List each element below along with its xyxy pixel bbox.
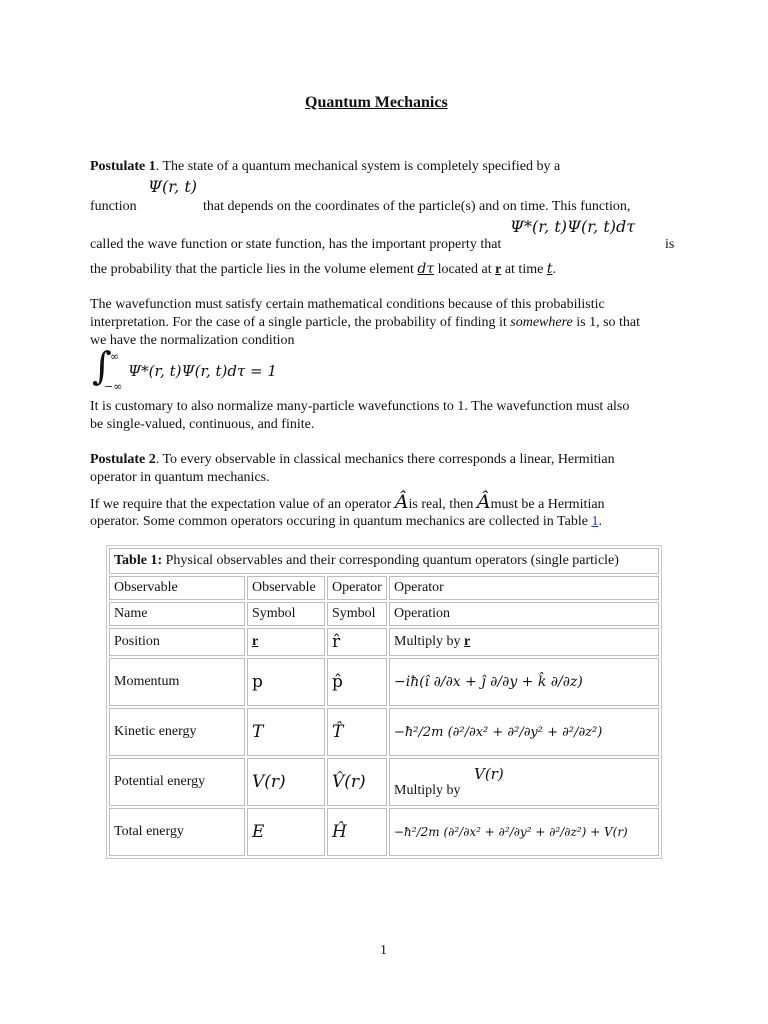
operator-operation: Multiply by r	[389, 628, 659, 656]
header-cell: Symbol	[327, 602, 387, 626]
observable-name: Potential energy	[109, 758, 245, 806]
operators-table	[106, 545, 662, 859]
integral-body: Ψ*(r, t)Ψ(r, t)dτ = 1	[128, 362, 277, 380]
operator-symbol: r̂	[327, 628, 387, 656]
table-1-link[interactable]: 1	[591, 514, 599, 529]
dtau-symbol: dτ	[417, 261, 435, 277]
postulate2-line3: If we require that the expectation value of an operator Âis real, then Âmust be a Hermitian	[90, 491, 605, 513]
psi-rt-formula: Ψ(r, t)	[148, 177, 198, 196]
observable-symbol: V(r)	[247, 758, 325, 806]
integral-upper: ∞	[110, 350, 120, 363]
postulate2-line4: operator. Some common operators occuring in quantum mechanics are collected in Table 1.	[90, 514, 602, 529]
observable-symbol: p	[247, 658, 325, 706]
header-cell: Operator	[327, 576, 387, 600]
postulate2-label: Postulate 2	[90, 452, 156, 467]
probability-formula: Ψ*(r, t)Ψ(r, t)dτ	[510, 217, 636, 236]
header-cell: Observable	[109, 576, 245, 600]
observable-symbol: T	[247, 708, 325, 756]
table-row	[109, 808, 659, 856]
table-row	[109, 758, 659, 806]
postulate1-label: Postulate 1	[90, 159, 156, 174]
operator-symbol: T̂	[327, 708, 387, 756]
operator-symbol: V̂(r)	[327, 758, 387, 806]
table-row	[109, 628, 659, 656]
postulate1-line4: the probability that the particle lies in the volume element dτ located at r at time t.	[90, 261, 556, 277]
observable-name: Position	[109, 628, 245, 656]
header-cell: Operation	[389, 602, 659, 626]
table-row	[109, 708, 659, 756]
operator-operation: V(r) Multiply by	[389, 758, 659, 806]
operator-operation: −ħ²/2m (∂²/∂x² + ∂²/∂y² + ∂²/∂z²) + V(r)	[389, 808, 659, 856]
observable-name: Total energy	[109, 808, 245, 856]
operator-operation: −iħ(î ∂/∂x + ĵ ∂/∂y + k̂ ∂/∂z)	[389, 658, 659, 706]
header-cell: Observable	[247, 576, 325, 600]
observable-name: Momentum	[109, 658, 245, 706]
postulate1-line2: that depends on the coordinates of the particle(s) and on time. This function,	[203, 199, 631, 214]
header-cell: Operator	[389, 576, 659, 600]
normalization-paragraph-2: It is customary to also normalize many-particle wavefunctions to 1. The wavefunction must also be single-valued, continuous, and finite.	[90, 399, 630, 432]
integral-lower: −∞	[104, 380, 123, 393]
table-row	[109, 658, 659, 706]
postulate2-paragraph: Postulate 2. To every observable in classical mechanics there corresponds a linear, Hermitian operator in quantum mechanics.	[90, 452, 615, 485]
header-cell: Symbol	[247, 602, 325, 626]
function-word: function	[90, 199, 137, 214]
operator-symbol: p̂	[327, 658, 387, 706]
page-title: Quantum Mechanics	[305, 94, 448, 111]
observable-symbol: r	[247, 628, 325, 656]
observable-symbol: E	[247, 808, 325, 856]
header-cell: Name	[109, 602, 245, 626]
A-hat-1: Â	[394, 491, 409, 513]
operator-operation: −ħ²/2m (∂²/∂x² + ∂²/∂y² + ∂²/∂z²)	[389, 708, 659, 756]
page-number: 1	[380, 943, 387, 958]
postulate1-line1: Postulate 1. The state of a quantum mechanical system is completely specified by a	[90, 159, 561, 174]
r-symbol: r	[495, 262, 502, 277]
t-symbol: t	[546, 261, 553, 277]
integral-sign: ∫	[92, 344, 112, 388]
table-caption: Table 1: Physical observables and their corresponding quantum operators (single particle)	[109, 548, 659, 574]
normalization-paragraph: The wavefunction must satisfy certain mathematical conditions because of this probabilistic interpretation. For the case of a single particle, the probability of finding it somewhere is 1, so that we have the normalization condition	[90, 297, 641, 348]
postulate1-is: is	[665, 237, 675, 252]
A-hat-2: Â	[476, 491, 491, 513]
observable-name: Kinetic energy	[109, 708, 245, 756]
operator-symbol: Ĥ	[327, 808, 387, 856]
postulate1-line3: called the wave function or state function, has the important property that	[90, 237, 502, 252]
